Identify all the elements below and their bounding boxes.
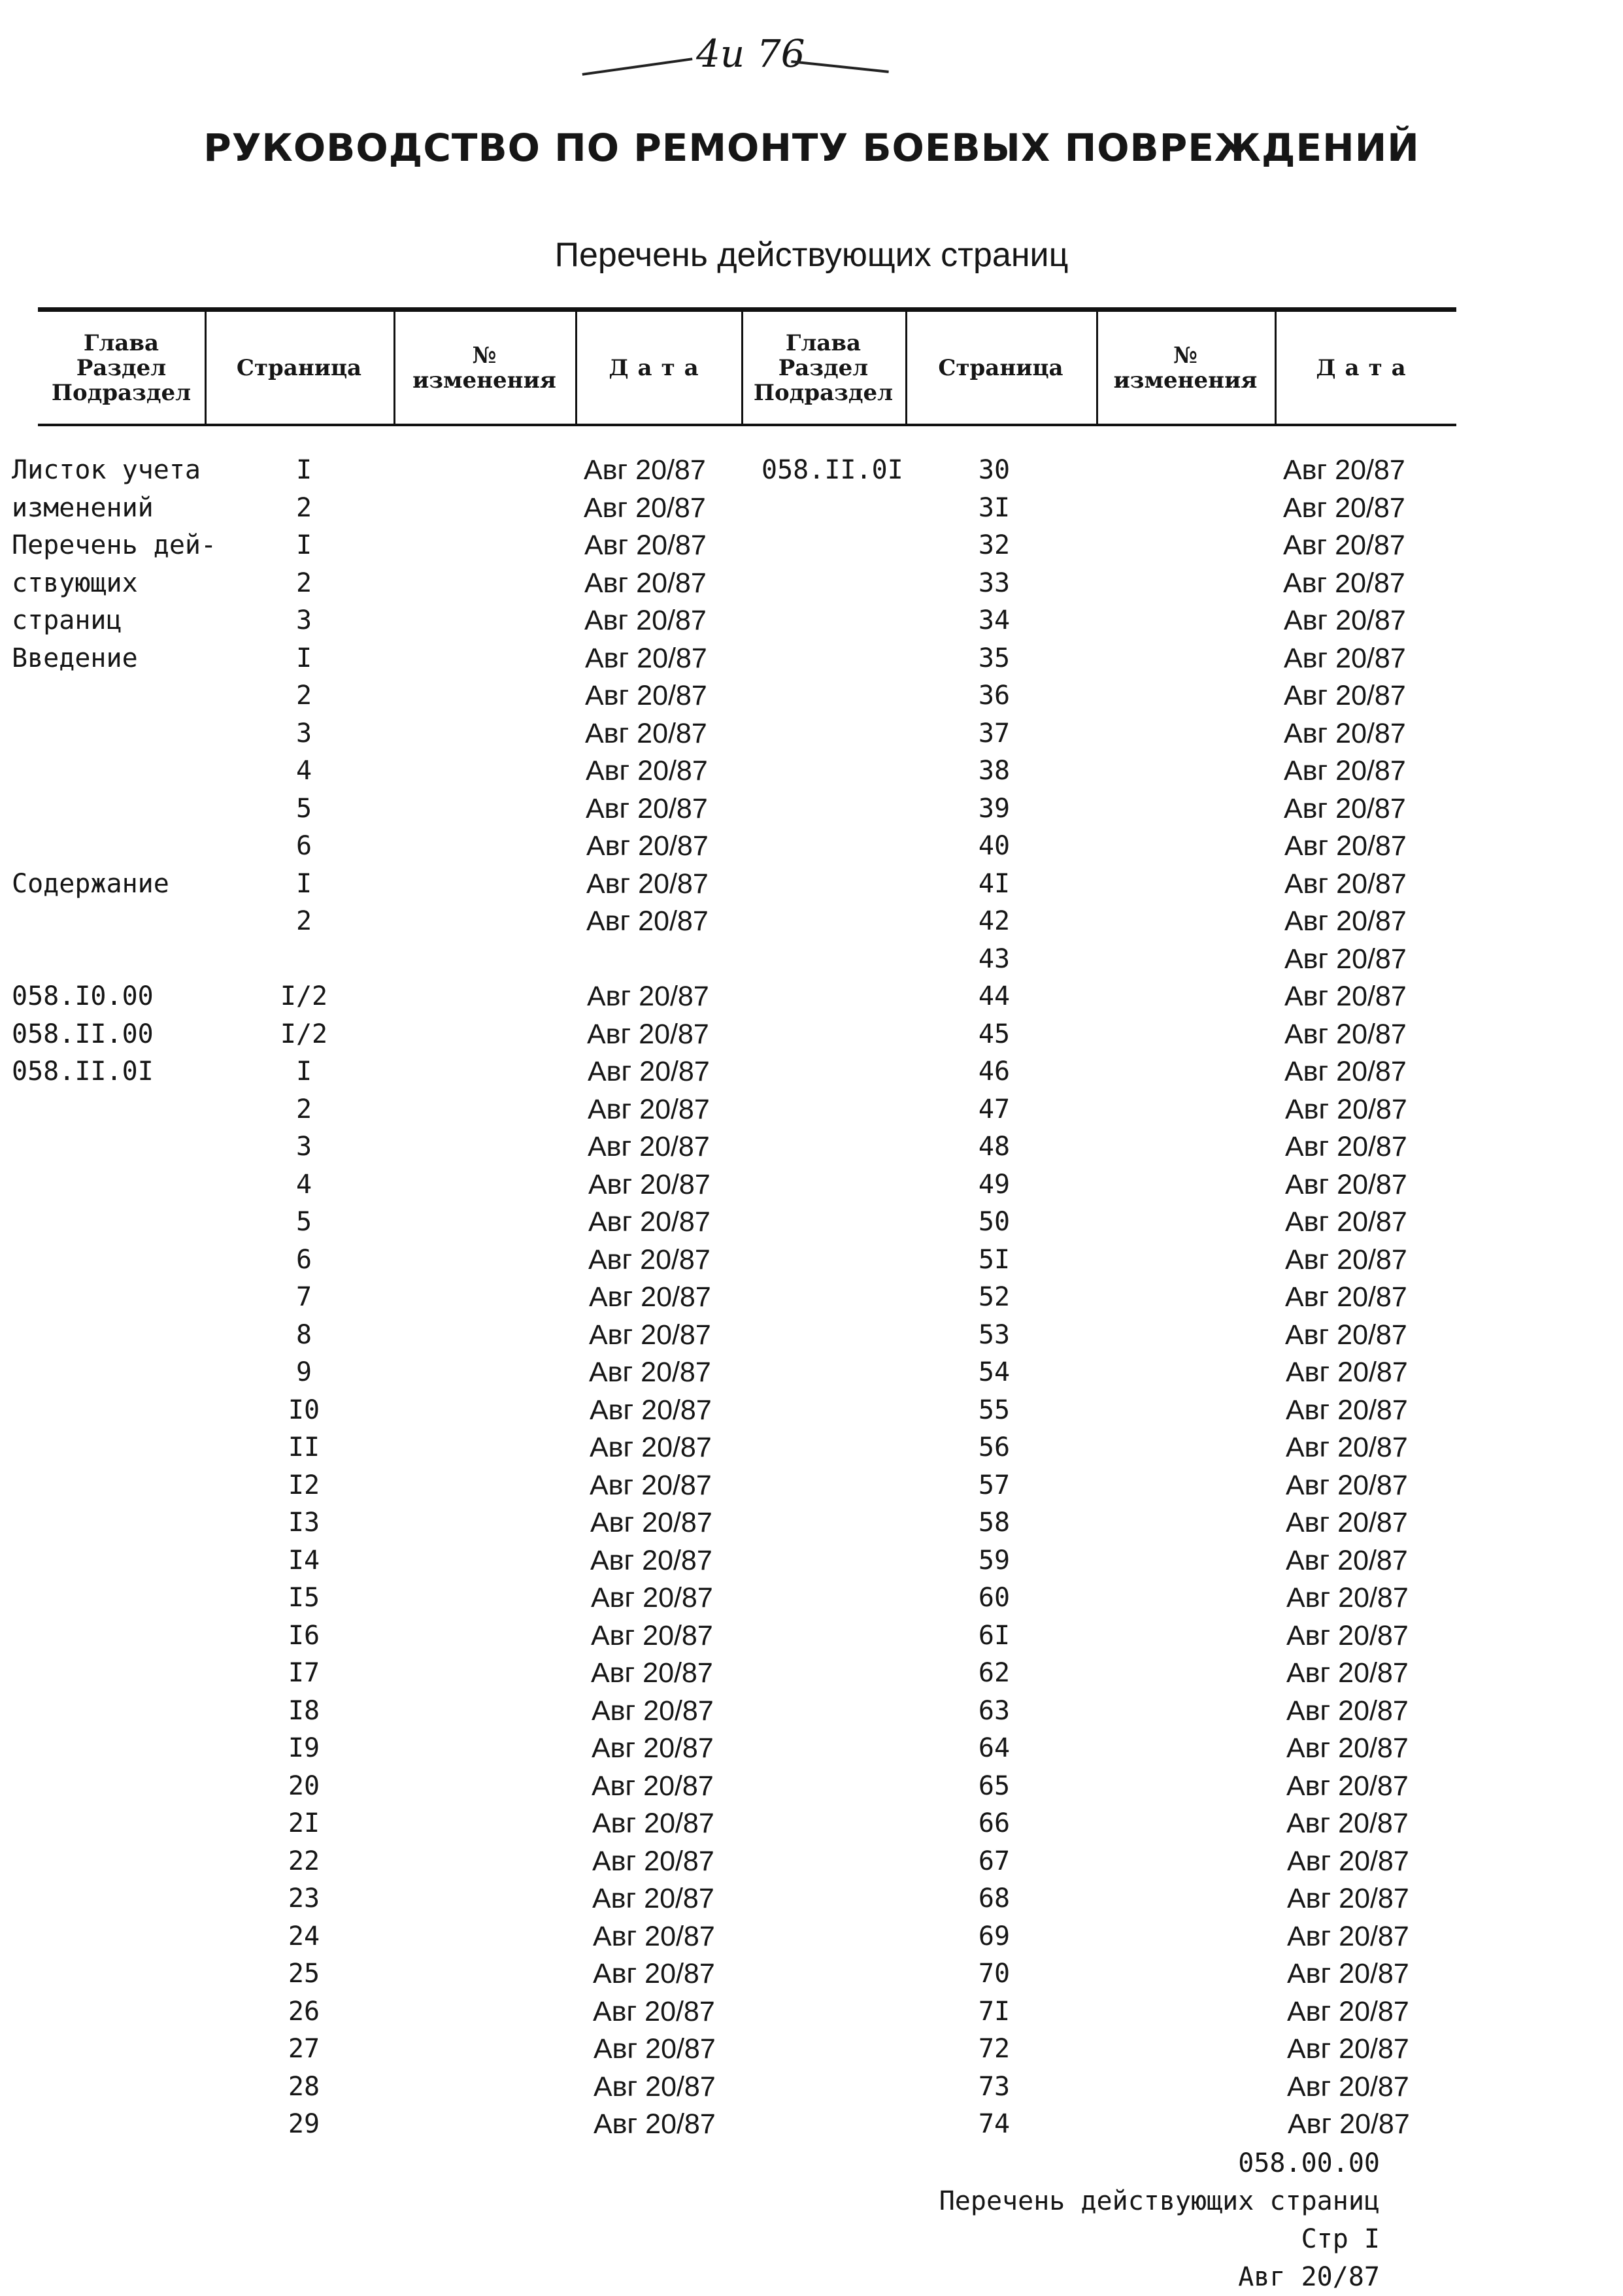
right-page-number: 34 — [978, 605, 1011, 635]
right-page-number: 33 — [978, 567, 1011, 598]
left-date: Авг 20/87 — [592, 1808, 714, 1839]
right-date: Авг 20/87 — [1284, 905, 1407, 937]
left-page-number: I2 — [288, 1470, 320, 1500]
left-page-number: 25 — [288, 1959, 320, 1989]
right-date: Авг 20/87 — [1287, 1995, 1409, 2027]
left-page-number: I — [295, 530, 312, 560]
left-page-number: I/2 — [280, 1019, 328, 1049]
left-date: Авг 20/87 — [586, 905, 709, 937]
left-date: Авг 20/87 — [588, 1168, 711, 1200]
right-page-number: 57 — [978, 1470, 1011, 1500]
left-page-number: 2 — [295, 567, 312, 598]
left-page-number: I — [295, 455, 312, 485]
left-page-number: I5 — [288, 1583, 320, 1613]
right-date: Авг 20/87 — [1284, 1056, 1407, 1087]
right-date: Авг 20/87 — [1286, 1808, 1409, 1839]
right-date: Авг 20/87 — [1285, 1243, 1407, 1275]
right-page-number: 32 — [978, 530, 1011, 560]
right-page-number: 66 — [978, 1808, 1011, 1838]
left-page-number: 22 — [288, 1846, 320, 1876]
left-date: Авг 20/87 — [592, 1732, 714, 1764]
right-page-number: 53 — [978, 1319, 1011, 1350]
left-date: Авг 20/87 — [588, 1243, 711, 1275]
left-date: Авг 20/87 — [591, 1619, 713, 1651]
right-page-number: 50 — [978, 1207, 1011, 1237]
right-date: Авг 20/87 — [1286, 1732, 1409, 1764]
document-title: РУКОВОДСТВО ПО РЕМОНТУ БОЕВЫХ ПОВРЕЖДЕНИЙ — [203, 126, 1420, 170]
right-date: Авг 20/87 — [1284, 680, 1406, 711]
right-page-number: 60 — [978, 1583, 1011, 1613]
right-date: Авг 20/87 — [1285, 1206, 1407, 1238]
right-date: Авг 20/87 — [1287, 1845, 1409, 1877]
left-date: Авг 20/87 — [585, 642, 707, 674]
left-page-number: 4 — [295, 756, 312, 786]
footer-caption: Перечень действующих страниц — [939, 2186, 1380, 2216]
left-date: Авг 20/87 — [584, 605, 707, 636]
right-page-number: 67 — [978, 1846, 1011, 1876]
header-change-left: № изменения — [412, 342, 556, 394]
right-date: Авг 20/87 — [1284, 830, 1407, 862]
right-date: Авг 20/87 — [1285, 1131, 1407, 1162]
header-page-right: Страница — [938, 354, 1063, 381]
right-date: Авг 20/87 — [1283, 454, 1405, 486]
left-page-number: II — [288, 1432, 320, 1462]
right-date: Авг 20/87 — [1286, 1432, 1408, 1463]
left-page-number: 6 — [295, 831, 312, 861]
right-date: Авг 20/87 — [1285, 1319, 1407, 1351]
right-date: Авг 20/87 — [1286, 1619, 1409, 1651]
right-date: Авг 20/87 — [1286, 1582, 1409, 1613]
left-page-number: I4 — [288, 1545, 320, 1576]
right-date: Авг 20/87 — [1284, 792, 1406, 824]
left-page-number: 28 — [288, 2071, 320, 2102]
right-date: Авг 20/87 — [1284, 981, 1407, 1012]
left-section-label: изменений — [12, 492, 154, 523]
right-page-number: 64 — [978, 1733, 1011, 1763]
right-date: Авг 20/87 — [1286, 1507, 1408, 1538]
right-date: Авг 20/87 — [1287, 2070, 1409, 2102]
header-change-right: № изменения — [1113, 342, 1258, 394]
handwritten-note: 4u 76 — [696, 31, 805, 76]
left-date: Авг 20/87 — [594, 2033, 716, 2065]
left-date: Авг 20/87 — [590, 1544, 712, 1576]
left-date: Авг 20/87 — [592, 1695, 714, 1727]
right-date: Авг 20/87 — [1283, 567, 1405, 599]
right-page-number: 62 — [978, 1658, 1011, 1688]
left-page-number: 3 — [295, 605, 312, 635]
header-chapter-left: Глава Раздел Подраздел — [51, 329, 192, 406]
right-page-number: 47 — [978, 1094, 1011, 1124]
right-date: Авг 20/87 — [1284, 717, 1406, 749]
right-date: Авг 20/87 — [1287, 1958, 1409, 1989]
left-page-number: 29 — [288, 2109, 320, 2139]
left-section-label: Введение — [12, 643, 138, 673]
left-date: Авг 20/87 — [589, 1319, 711, 1351]
left-date: Авг 20/87 — [588, 1131, 710, 1162]
left-date: Авг 20/87 — [587, 1018, 709, 1050]
left-section-label: 058.I0.00 — [12, 981, 154, 1011]
right-page-number: 6I — [978, 1620, 1011, 1651]
right-date: Авг 20/87 — [1284, 642, 1406, 674]
left-page-number: I — [295, 868, 312, 899]
right-page-number: 36 — [978, 681, 1011, 711]
right-date: Авг 20/87 — [1283, 492, 1405, 524]
left-date: Авг 20/87 — [592, 1845, 714, 1877]
right-page-number: 58 — [978, 1508, 1011, 1538]
table-header-bottom-rule — [38, 424, 1456, 426]
left-section-label: Листок учета — [12, 455, 201, 485]
right-date: Авг 20/87 — [1286, 1469, 1408, 1501]
left-section-label: 058.II.0I — [12, 1056, 154, 1087]
left-date: Авг 20/87 — [586, 755, 708, 786]
right-page-number: 49 — [978, 1169, 1011, 1200]
left-date: Авг 20/87 — [594, 2108, 716, 2140]
left-date: Авг 20/87 — [584, 567, 707, 599]
left-section-label: страниц — [12, 605, 122, 635]
right-date: Авг 20/87 — [1284, 943, 1407, 975]
left-section-label: 058.II.00 — [12, 1019, 154, 1049]
left-date: Авг 20/87 — [591, 1657, 713, 1689]
left-page-number: I7 — [288, 1658, 320, 1688]
table-header-top-rule — [38, 307, 1456, 312]
left-date: Авг 20/87 — [594, 2070, 716, 2102]
left-page-number: I3 — [288, 1508, 320, 1538]
right-page-number: 63 — [978, 1695, 1011, 1726]
right-page-number: 35 — [978, 643, 1011, 673]
left-date: Авг 20/87 — [586, 792, 708, 824]
left-date: Авг 20/87 — [584, 530, 707, 561]
left-page-number: I9 — [288, 1733, 320, 1763]
header-page-left: Страница — [236, 354, 362, 381]
footer-date: Авг 20/87 — [1238, 2262, 1380, 2292]
right-date: Авг 20/87 — [1288, 2108, 1410, 2140]
left-page-number: 24 — [288, 1921, 320, 1951]
right-date: Авг 20/87 — [1286, 1357, 1408, 1388]
left-date: Авг 20/87 — [593, 1920, 715, 1952]
footer-doc-code: 058.00.00 — [1238, 2148, 1380, 2178]
left-date: Авг 20/87 — [585, 717, 707, 749]
left-page-number: I — [295, 1056, 312, 1087]
left-date: Авг 20/87 — [584, 492, 706, 524]
right-page-number: 42 — [978, 906, 1011, 936]
right-page-number: 5I — [978, 1244, 1011, 1275]
left-date: Авг 20/87 — [592, 1770, 714, 1802]
left-page-number: 3 — [295, 1132, 312, 1162]
left-page-number: I/2 — [280, 981, 328, 1011]
right-date: Авг 20/87 — [1284, 868, 1407, 900]
left-page-number: 20 — [288, 1770, 320, 1801]
right-page-number: 4I — [978, 868, 1011, 899]
left-date: Авг 20/87 — [589, 1281, 711, 1313]
right-date: Авг 20/87 — [1285, 1281, 1407, 1313]
right-page-number: 40 — [978, 831, 1011, 861]
left-date: Авг 20/87 — [586, 830, 709, 862]
right-page-number: 73 — [978, 2071, 1011, 2102]
left-date: Авг 20/87 — [585, 680, 707, 711]
right-page-number: 44 — [978, 981, 1011, 1011]
left-page-number: 26 — [288, 1996, 320, 2027]
header-date-right: Дата — [1316, 354, 1415, 381]
footer-page-label: Стр I — [1301, 2224, 1380, 2254]
left-date: Авг 20/87 — [588, 1056, 710, 1087]
right-date: Авг 20/87 — [1286, 1695, 1409, 1727]
right-page-number: 74 — [978, 2109, 1011, 2139]
left-page-number: 4 — [295, 1169, 312, 1200]
right-date: Авг 20/87 — [1287, 1883, 1409, 1914]
left-page-number: 6 — [295, 1244, 312, 1275]
right-page-number: 59 — [978, 1545, 1011, 1576]
left-date: Авг 20/87 — [586, 868, 709, 900]
left-date: Авг 20/87 — [588, 1093, 710, 1125]
right-date: Авг 20/87 — [1286, 1657, 1409, 1689]
left-date: Авг 20/87 — [590, 1507, 712, 1538]
right-date: Авг 20/87 — [1283, 530, 1405, 561]
right-page-number: 38 — [978, 756, 1011, 786]
left-page-number: I — [295, 643, 312, 673]
left-date: Авг 20/87 — [590, 1394, 712, 1426]
header-date-left: Дата — [609, 354, 708, 381]
left-page-number: 2 — [295, 492, 312, 523]
right-page-number: 68 — [978, 1883, 1011, 1914]
right-page-number: 46 — [978, 1056, 1011, 1087]
left-date: Авг 20/87 — [584, 454, 706, 486]
left-date: Авг 20/87 — [593, 1958, 715, 1989]
left-page-number: I0 — [288, 1394, 320, 1425]
right-date: Авг 20/87 — [1287, 2033, 1409, 2065]
left-section-label: Перечень дей- — [12, 530, 217, 560]
right-date: Авг 20/87 — [1286, 1544, 1408, 1576]
right-date: Авг 20/87 — [1284, 605, 1406, 636]
left-page-number: 9 — [295, 1357, 312, 1387]
right-page-number: 54 — [978, 1357, 1011, 1387]
left-date: Авг 20/87 — [593, 1995, 715, 2027]
left-date: Авг 20/87 — [592, 1883, 714, 1914]
right-page-number: 65 — [978, 1770, 1011, 1801]
left-page-number: 2 — [295, 681, 312, 711]
right-date: Авг 20/87 — [1286, 1394, 1408, 1426]
left-page-number: 27 — [288, 2034, 320, 2064]
left-date: Авг 20/87 — [590, 1469, 712, 1501]
left-page-number: 2 — [295, 906, 312, 936]
right-page-number: 56 — [978, 1432, 1011, 1462]
right-date: Авг 20/87 — [1286, 1770, 1409, 1802]
left-page-number: 7 — [295, 1282, 312, 1312]
right-page-number: 55 — [978, 1394, 1011, 1425]
right-page-number: 45 — [978, 1019, 1011, 1049]
right-date: Авг 20/87 — [1285, 1093, 1407, 1125]
left-date: Авг 20/87 — [591, 1582, 713, 1613]
right-page-number: 30 — [978, 455, 1011, 485]
right-page-number: 52 — [978, 1282, 1011, 1312]
left-page-number: I6 — [288, 1620, 320, 1651]
right-date: Авг 20/87 — [1285, 1168, 1407, 1200]
right-page-number: 3I — [978, 492, 1011, 523]
left-page-number: 5 — [295, 1207, 312, 1237]
left-page-number: 23 — [288, 1883, 320, 1914]
left-page-number: 2 — [295, 1094, 312, 1124]
right-page-number: 69 — [978, 1921, 1011, 1951]
left-page-number: 8 — [295, 1319, 312, 1350]
document-subtitle: Перечень действующих страниц — [554, 236, 1069, 274]
right-page-number: 37 — [978, 718, 1011, 749]
right-date: Авг 20/87 — [1287, 1920, 1409, 1952]
left-page-number: I8 — [288, 1695, 320, 1726]
right-page-number: 48 — [978, 1132, 1011, 1162]
left-page-number: 3 — [295, 718, 312, 749]
left-date: Авг 20/87 — [590, 1432, 712, 1463]
left-section-label: Содержание — [12, 868, 169, 899]
right-page-number: 43 — [978, 943, 1011, 974]
header-chapter-right: Глава Раздел Подраздел — [753, 329, 894, 406]
right-date: Авг 20/87 — [1284, 755, 1406, 786]
left-page-number: 2I — [288, 1808, 320, 1838]
left-page-number: 5 — [295, 793, 312, 824]
right-page-number: 72 — [978, 2034, 1011, 2064]
left-section-label: ствующих — [12, 567, 138, 598]
left-date: Авг 20/87 — [588, 1206, 711, 1238]
right-page-number: 7I — [978, 1996, 1011, 2027]
right-page-number: 39 — [978, 793, 1011, 824]
right-page-number: 70 — [978, 1959, 1011, 1989]
left-date: Авг 20/87 — [589, 1357, 711, 1388]
right-date: Авг 20/87 — [1284, 1018, 1407, 1050]
right-section-code: 058.II.0I — [761, 455, 903, 485]
left-date: Авг 20/87 — [587, 981, 709, 1012]
